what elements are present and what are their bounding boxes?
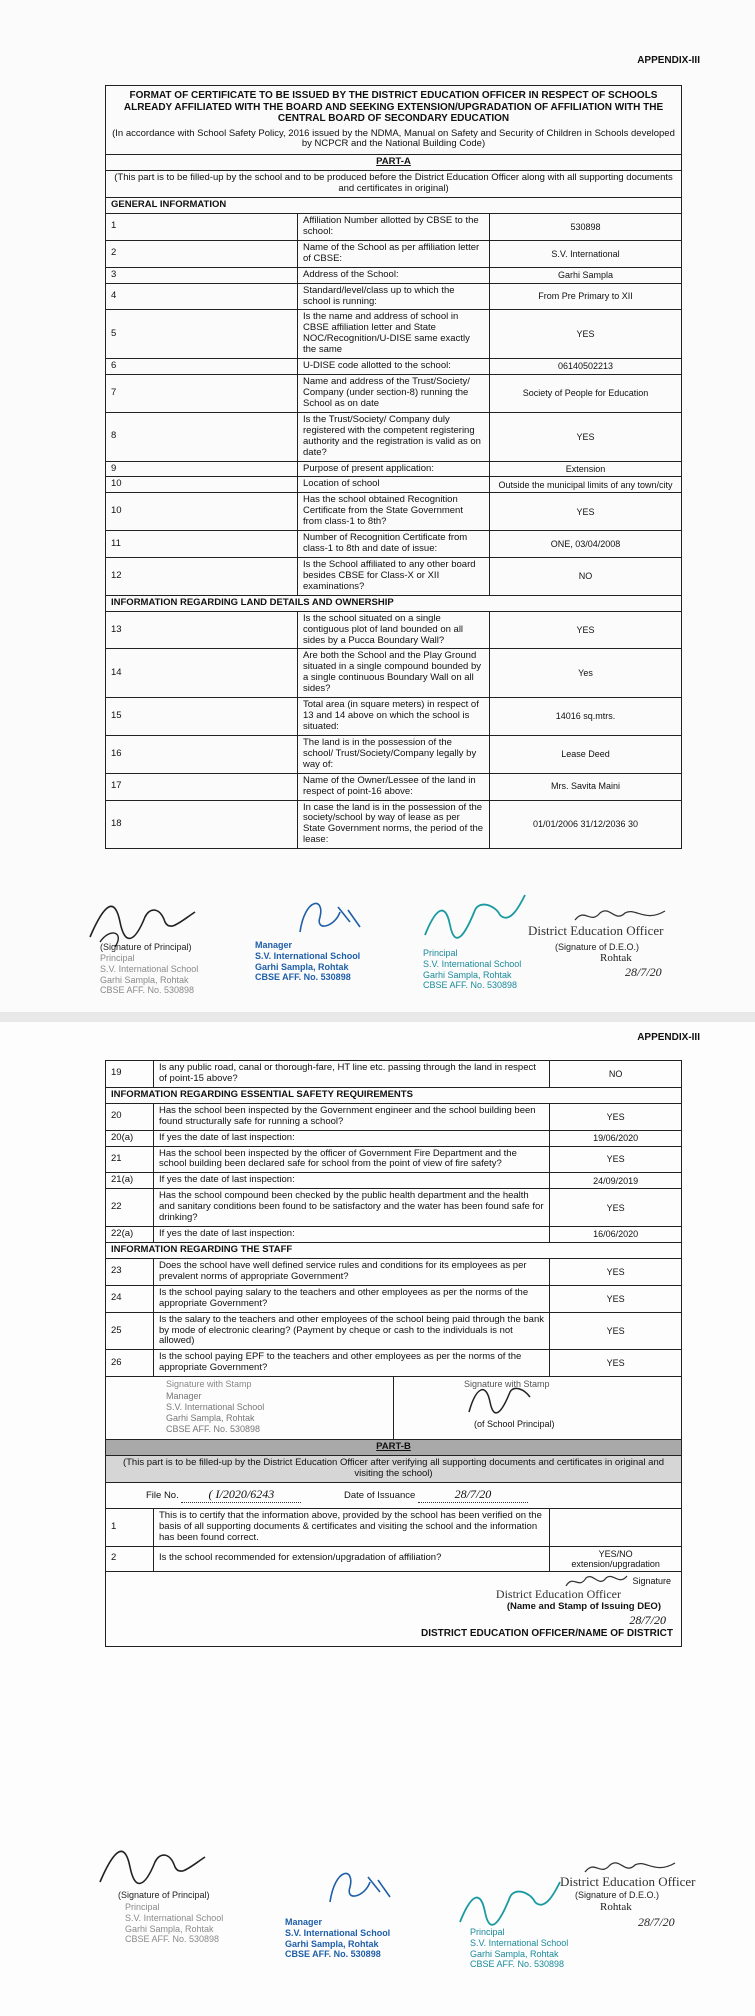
row-number: 7 — [106, 375, 298, 413]
row-number: 1 — [106, 214, 298, 241]
deo-signature-cell — [106, 1572, 682, 1647]
row-number: 17 — [106, 773, 298, 800]
table-row — [106, 240, 682, 267]
row-question: Address of the School: — [298, 267, 490, 283]
row-answer: Lease Deed — [490, 735, 682, 773]
row-number: 19 — [106, 1061, 154, 1088]
row-question: Affiliation Number allotted by CBSE to the school: — [298, 214, 490, 241]
table-row — [106, 698, 682, 736]
principal-signature-teal-bottom — [455, 1877, 565, 1932]
row-answer: YES — [550, 1312, 682, 1350]
part-b-rows — [106, 1508, 682, 1571]
manager-signature-cell — [106, 1377, 394, 1439]
part-b-note: (This part is to be filled-up by the District Education Officer after verifying all supporting documents and certificates in original and visiting the school) — [106, 1456, 682, 1483]
subtitle-text: (In accordance with School Safety Policy, 2016 issued by the NDMA, Manual on Safety and Security of Children in Schools developed by NCPCR and the National Building Code) — [112, 127, 675, 150]
rohtak-label: Rohtak — [600, 952, 632, 964]
row-question: Does the school have well defined service rules and conditions for its employees as per prevalent norms of appropriate Government? — [154, 1258, 550, 1285]
principal-signature-label-bottom: (Signature of Principal) — [118, 1890, 210, 1900]
row-question: Is the salary to the teachers and other employees of the school being paid through the bank by mode of electronic clearing? (Payment by cheque or cash to the individuals is not allowed) — [154, 1312, 550, 1350]
row-number: 2 — [106, 240, 298, 267]
stamp-line: CBSE AFF. No. 530898 — [423, 980, 518, 991]
row-answer: YES — [490, 310, 682, 359]
row-question: Name of the Owner/Lessee of the land in respect of point-16 above: — [298, 773, 490, 800]
row-question: If yes the date of last inspection: — [154, 1130, 550, 1146]
row-answer: YES — [550, 1103, 682, 1130]
row-answer: YES — [550, 1285, 682, 1312]
row-answer: YES — [550, 1189, 682, 1227]
table-row — [106, 735, 682, 773]
appendix-label: APPENDIX-III — [637, 1032, 700, 1043]
row-number: 10 — [106, 477, 298, 493]
row-answer: NO — [550, 1061, 682, 1088]
table-row — [106, 1285, 682, 1312]
row-answer: NO — [490, 558, 682, 596]
stamp-line: S.V. International School — [255, 950, 361, 961]
deo-footer-label: DISTRICT EDUCATION OFFICER/NAME OF DISTRICT — [420, 1628, 673, 1640]
rohtak-label-bottom: Rohtak — [600, 1901, 632, 1913]
date-issuance-value: 28/7/20 — [418, 1488, 528, 1503]
manager-signature-scribble — [290, 892, 370, 942]
row-question: Name and address of the Trust/Society/ Company (under section-8) running the School as on date — [298, 375, 490, 413]
row-answer: Extension — [490, 461, 682, 477]
stamp-line: Garhi Sampla, Rohtak — [255, 961, 349, 972]
row-number: 2 — [106, 1546, 154, 1572]
row-question: Is the school paying salary to the teachers and other employees as per the norms of the appropriate Government? — [154, 1285, 550, 1312]
table-row — [106, 1189, 682, 1227]
row-answer: YES — [550, 1350, 682, 1377]
row-question: Is the Trust/Society/ Company duly registered with the competent registering authority and the registration is valid as on date? — [298, 412, 490, 461]
row-question: Number of Recognition Certificate from class-1 to 8th and date of issue: — [298, 531, 490, 558]
row-number: 1 — [106, 1508, 154, 1546]
row-number: 3 — [106, 267, 298, 283]
stamp-line: Manager — [166, 1391, 202, 1402]
deo-title: District Education Officer — [528, 923, 664, 938]
row-question: Total area (in square meters) in respect of 13 and 14 above on which the school is situated: — [298, 698, 490, 736]
manager-signature-scribble-bottom — [320, 1862, 400, 1912]
point-19-row — [106, 1061, 682, 1088]
manager-stamp-faded — [166, 1391, 264, 1434]
row-question: Is the school situated on a single contiguous plot of land bounded on all sides by a Pucca Boundary Wall? — [298, 611, 490, 649]
table-row — [106, 773, 682, 800]
table-row — [106, 1130, 682, 1146]
certificate-table-continued — [105, 1060, 682, 1647]
deo-stamp-title: District Education Officer — [495, 1587, 621, 1602]
table-row — [106, 310, 682, 359]
manager-stamp-bottom — [285, 1917, 390, 1960]
row-number: 16 — [106, 735, 298, 773]
signature-box — [106, 1377, 682, 1440]
row-answer: YES — [490, 611, 682, 649]
row-number: 10 — [106, 493, 298, 531]
row-number: 20(a) — [106, 1130, 154, 1146]
deo-signature-row — [106, 1572, 682, 1647]
row-answer: 01/01/2006 31/12/2036 30 — [490, 800, 682, 849]
row-question: This is to certify that the information above, provided by the school has been verified on the basis of all supporting documents & certificates and visiting the school and the information has been found correct. — [154, 1508, 550, 1546]
principal-signature-scribble — [464, 1377, 534, 1417]
general-info-rows — [106, 214, 682, 596]
file-no-label: File No. — [146, 1489, 179, 1501]
section-general-info: GENERAL INFORMATION — [106, 198, 682, 214]
safety-rows — [106, 1103, 682, 1242]
row-question: Is the School affiliated to any other board besides CBSE for Class-X or XII examinations? — [298, 558, 490, 596]
table-row — [106, 267, 682, 283]
row-answer: YES/NO extension/upgradation — [550, 1546, 682, 1572]
row-answer: ONE, 03/04/2008 — [490, 531, 682, 558]
row-question: Are both the School and the Play Ground situated in a single compound bounded by a single continuous Boundary Wall on all sides? — [298, 649, 490, 698]
table-row — [106, 649, 682, 698]
row-number: 25 — [106, 1312, 154, 1350]
signature-box-row — [106, 1377, 682, 1440]
appendix-label: APPENDIX-III — [637, 55, 700, 66]
row-number: 4 — [106, 283, 298, 310]
stamp-line: Garhi Sampla, Rohtak — [470, 1948, 559, 1959]
row-number: 5 — [106, 310, 298, 359]
row-question: In case the land is in the possession of the society/school by way of lease as per State Government norms, the period of the lease: — [298, 800, 490, 849]
row-number: 9 — [106, 461, 298, 477]
stamp-line: Principal — [423, 948, 458, 958]
stamp-line: CBSE AFF. No. 530898 — [470, 1959, 565, 1970]
deo-signature-word: Signature — [632, 1576, 671, 1587]
part-b-heading: PART-B — [106, 1440, 682, 1456]
row-question: Name of the School as per affiliation letter of CBSE: — [298, 240, 490, 267]
table-row — [106, 493, 682, 531]
table-row — [106, 531, 682, 558]
row-number: 23 — [106, 1258, 154, 1285]
stamp-line: Principal — [100, 953, 135, 963]
row-answer: 14016 sq.mtrs. — [490, 698, 682, 736]
stamp-line: CBSE AFF. No. 530898 — [285, 1949, 381, 1960]
stamp-line: Garhi Sampla, Rohtak — [423, 969, 512, 980]
table-row — [106, 283, 682, 310]
stamp-line: CBSE AFF. No. 530898 — [166, 1423, 261, 1434]
row-answer: Society of People for Education — [490, 375, 682, 413]
row-question: Is the school recommended for extension/upgradation of affiliation? — [154, 1546, 550, 1572]
deo-handwritten-date: 28/7/20 — [629, 1613, 666, 1628]
row-number: 21(a) — [106, 1173, 154, 1189]
deo-signature-label-bottom: (Signature of D.E.O.) — [575, 1890, 660, 1900]
row-question: Purpose of present application: — [298, 461, 490, 477]
stamp-line: Principal — [470, 1927, 505, 1937]
row-question: Location of school — [298, 477, 490, 493]
row-question: If yes the date of last inspection: — [154, 1227, 550, 1243]
principal-signature-label: (Signature of Principal) — [100, 942, 192, 952]
table-row — [106, 412, 682, 461]
row-number: 6 — [106, 359, 298, 375]
manager-stamp — [255, 940, 360, 983]
file-no-row — [106, 1482, 682, 1508]
row-number: 20 — [106, 1103, 154, 1130]
table-row — [106, 1312, 682, 1350]
row-answer: 530898 — [490, 214, 682, 241]
stamp-line: Manager — [255, 940, 293, 950]
row-question: Has the school compound been checked by the public health department and the health and sanitary conditions been found to be satisfactory and the water has been found safe for drinking? — [154, 1189, 550, 1227]
deo-name-stamp-label: (Name and Stamp of Issuing DEO) — [506, 1601, 661, 1613]
row-answer: 06140502213 — [490, 359, 682, 375]
table-row — [106, 558, 682, 596]
row-question: Is the name and address of school in CBSE affiliation letter and State NOC/Recognition/U-DISE same exactly the same — [298, 310, 490, 359]
row-number: 21 — [106, 1146, 154, 1173]
row-answer: Outside the municipal limits of any town/city — [490, 477, 682, 493]
certificate-table-part-a — [105, 85, 682, 849]
stamp-line: CBSE AFF. No. 530898 — [255, 972, 351, 983]
row-answer: From Pre Primary to XII — [490, 283, 682, 310]
row-question: Is any public road, canal or thorough-fare, HT line etc. passing through the land in respect of point-15 above? — [154, 1061, 550, 1088]
row-number: 15 — [106, 698, 298, 736]
stamp-line: S.V. International School — [166, 1402, 265, 1412]
table-row — [106, 1227, 682, 1243]
stamp-line: Garhi Sampla, Rohtak — [166, 1412, 255, 1423]
stamp-line: Manager — [285, 1917, 323, 1927]
sig-with-stamp-right: Signature with Stamp — [464, 1379, 550, 1390]
row-answer: 19/06/2020 — [550, 1130, 682, 1146]
row-number: 14 — [106, 649, 298, 698]
section-staff: INFORMATION REGARDING THE STAFF — [106, 1242, 682, 1258]
stamp-line: S.V. International School — [285, 1927, 391, 1938]
stamp-line: S.V. International School — [470, 1937, 569, 1948]
section-safety: INFORMATION REGARDING ESSENTIAL SAFETY REQUIREMENTS — [106, 1087, 682, 1103]
certificate-title — [106, 86, 682, 155]
staff-rows — [106, 1258, 682, 1376]
row-answer: 24/09/2019 — [550, 1173, 682, 1189]
stamp-line: Garhi Sampla, Rohtak — [285, 1938, 379, 1949]
stamp-line: CBSE AFF. No. 530898 — [100, 985, 195, 996]
row-answer: Garhi Sampla — [490, 267, 682, 283]
row-number: 22 — [106, 1189, 154, 1227]
part-a-note: (This part is to be filled-up by the school and to be produced before the District Education Officer along with all supporting documents and certificates in original) — [106, 171, 682, 198]
table-row — [106, 1173, 682, 1189]
stamp-line: Principal — [125, 1902, 160, 1912]
of-school-principal: (of School Principal) — [474, 1419, 555, 1430]
table-row — [106, 1350, 682, 1377]
section-land-details: INFORMATION REGARDING LAND DETAILS AND OWNERSHIP — [106, 595, 682, 611]
row-question: The land is in the possession of the school/ Trust/Society/Company legally by way of: — [298, 735, 490, 773]
deo-title-bottom: District Education Officer — [560, 1874, 696, 1889]
row-question: Standard/level/class up to which the school is running: — [298, 283, 490, 310]
table-row — [106, 1508, 682, 1546]
row-question: Has the school been inspected by the officer of Government Fire Department and the school building been declared safe for school from the point of view of fire safety? — [154, 1146, 550, 1173]
part-a-heading: PART-A — [106, 155, 682, 171]
table-row — [106, 461, 682, 477]
row-question: Has the school obtained Recognition Certificate from the State Government from class-1 to 8th? — [298, 493, 490, 531]
document-page-2 — [0, 1022, 755, 2016]
stamp-line: Garhi Sampla, Rohtak — [100, 974, 189, 985]
table-row — [106, 359, 682, 375]
table-row — [106, 477, 682, 493]
table-row — [106, 1103, 682, 1130]
table-row — [106, 375, 682, 413]
row-question: Is the school paying EPF to the teachers and other employees as per the norms of the appropriate Government? — [154, 1350, 550, 1377]
sig-with-stamp-left: Signature with Stamp — [166, 1379, 252, 1390]
principal-stamp-bottom — [470, 1927, 568, 1970]
date-issuance-label: Date of Issuance — [344, 1489, 416, 1501]
row-answer: S.V. International — [490, 240, 682, 267]
row-question: U-DISE code allotted to the school: — [298, 359, 490, 375]
table-row — [106, 1546, 682, 1572]
table-row — [106, 1146, 682, 1173]
land-info-rows — [106, 611, 682, 849]
table-row — [106, 1061, 682, 1088]
row-number: 8 — [106, 412, 298, 461]
table-row — [106, 214, 682, 241]
stamp-line: Garhi Sampla, Rohtak — [125, 1923, 214, 1934]
principal-stamp — [423, 948, 521, 991]
title-text: FORMAT OF CERTIFICATE TO BE ISSUED BY THE DISTRICT EDUCATION OFFICER IN RESPECT OF SCHOOLS ALREADY AFFILIATED WITH THE BOARD AND SEEKING EXTENSION/UPGRADATION OF AFFILIATION WITH THE CENTRAL BOARD OF SECONDARY EDUCATION — [123, 90, 664, 124]
row-answer: YES — [490, 412, 682, 461]
row-answer: Yes — [490, 649, 682, 698]
table-row — [106, 1258, 682, 1285]
file-no-value: ( I/2020/6243 — [181, 1488, 301, 1503]
handwritten-date-bottom: 28/7/20 — [638, 1915, 675, 1929]
deo-signature-label: (Signature of D.E.O.) — [555, 942, 640, 952]
table-row — [106, 800, 682, 849]
row-question: Has the school been inspected by the Government engineer and the school building been found structurally safe for running a school? — [154, 1103, 550, 1130]
principal-stamp-faded-bottom — [125, 1902, 223, 1945]
table-row — [106, 611, 682, 649]
row-answer: YES — [490, 493, 682, 531]
row-answer: YES — [550, 1258, 682, 1285]
stamp-line: S.V. International School — [423, 958, 522, 969]
stamp-line: CBSE AFF. No. 530898 — [125, 1934, 220, 1945]
principal-signature-scribble-bottom — [95, 1837, 215, 1897]
principal-signature-teal — [420, 890, 530, 945]
file-no-cell — [106, 1482, 682, 1508]
handwritten-date: 28/7/20 — [625, 965, 662, 979]
row-answer — [550, 1508, 682, 1546]
principal-stamp-faded — [100, 953, 198, 996]
row-number: 18 — [106, 800, 298, 849]
row-answer: 16/06/2020 — [550, 1227, 682, 1243]
stamp-line: S.V. International School — [100, 963, 199, 974]
stamp-line: S.V. International School — [125, 1912, 224, 1923]
row-number: 11 — [106, 531, 298, 558]
row-number: 12 — [106, 558, 298, 596]
row-answer: YES — [550, 1146, 682, 1173]
page-separator — [0, 1012, 755, 1022]
row-number: 22(a) — [106, 1227, 154, 1243]
row-number: 26 — [106, 1350, 154, 1377]
row-question: If yes the date of last inspection: — [154, 1173, 550, 1189]
row-answer: Mrs. Savita Maini — [490, 773, 682, 800]
row-number: 24 — [106, 1285, 154, 1312]
row-number: 13 — [106, 611, 298, 649]
principal-signature-cell — [394, 1377, 681, 1439]
